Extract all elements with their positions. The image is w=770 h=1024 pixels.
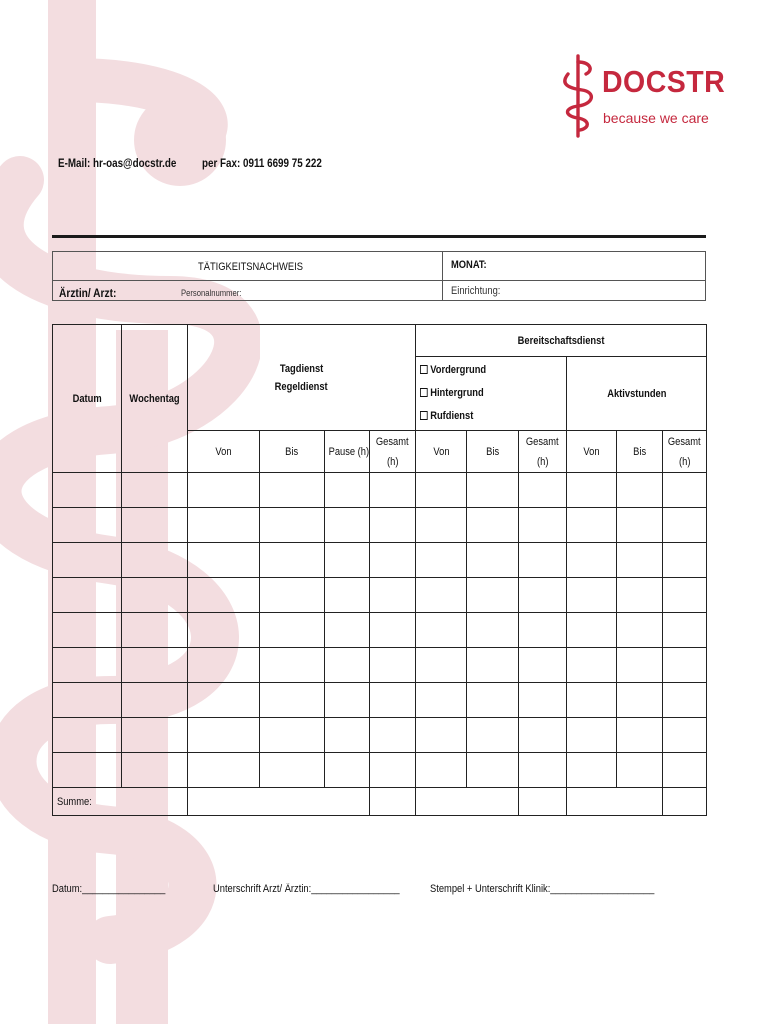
table-cell[interactable] — [617, 543, 663, 578]
table-cell[interactable] — [519, 578, 567, 613]
summe-bereit[interactable] — [416, 788, 519, 816]
table-cell[interactable] — [567, 753, 617, 788]
table-cell[interactable] — [567, 683, 617, 718]
checkbox-hintergrund[interactable] — [420, 388, 428, 397]
aktiv-bis-header: Bis — [617, 431, 663, 473]
docstr-logo — [562, 52, 726, 142]
table-cell[interactable] — [53, 648, 122, 683]
summe-bereit-gesamt[interactable] — [519, 788, 567, 816]
contact-email: E-Mail: hr-oas@docstr.de — [58, 156, 177, 170]
table-cell[interactable] — [188, 578, 260, 613]
table-cell[interactable] — [122, 718, 188, 753]
table-cell[interactable] — [617, 508, 663, 543]
option-rufdienst[interactable]: Rufdienst — [420, 405, 544, 428]
table-row — [53, 683, 707, 718]
summe-label: Summe: — [53, 788, 188, 816]
form-header — [52, 251, 706, 301]
table-row — [53, 718, 707, 753]
table-cell[interactable] — [188, 473, 260, 508]
summe-row — [53, 788, 707, 816]
caduceus-icon — [562, 52, 598, 138]
datum-header: Datum — [53, 325, 122, 473]
timesheet-table — [52, 324, 707, 816]
table-row — [53, 753, 707, 788]
tag-pause-header: Pause (h) — [325, 431, 370, 473]
table-cell[interactable] — [519, 543, 567, 578]
table-cell[interactable] — [663, 613, 707, 648]
table-cell[interactable] — [567, 578, 617, 613]
footer-unterschrift-arzt[interactable]: Unterschrift Arzt/ Ärztin:_________________ — [213, 883, 400, 895]
table-cell[interactable] — [325, 508, 370, 543]
bereitschaftsdienst-header: Bereitschaftsdienst — [416, 325, 707, 357]
table-cell[interactable] — [122, 473, 188, 508]
table-cell[interactable] — [416, 648, 467, 683]
bereit-bis-header: Bis — [467, 431, 519, 473]
table-cell[interactable] — [519, 753, 567, 788]
table-cell[interactable] — [567, 613, 617, 648]
table-cell[interactable] — [617, 648, 663, 683]
table-cell[interactable] — [260, 508, 325, 543]
table-cell[interactable] — [663, 718, 707, 753]
header-rule — [52, 235, 706, 238]
table-cell[interactable] — [416, 578, 467, 613]
table-cell[interactable] — [122, 578, 188, 613]
table-cell[interactable] — [519, 648, 567, 683]
table-cell[interactable] — [663, 683, 707, 718]
table-cell[interactable] — [53, 473, 122, 508]
table-cell[interactable] — [122, 753, 188, 788]
table-cell[interactable] — [617, 578, 663, 613]
table-cell[interactable] — [370, 578, 416, 613]
table-cell[interactable] — [663, 508, 707, 543]
table-cell[interactable] — [188, 648, 260, 683]
table-cell[interactable] — [325, 578, 370, 613]
table-cell[interactable] — [519, 683, 567, 718]
table-cell[interactable] — [370, 543, 416, 578]
checkbox-vordergrund[interactable] — [420, 365, 428, 374]
table-cell[interactable] — [370, 508, 416, 543]
table-cell[interactable] — [567, 508, 617, 543]
table-cell[interactable] — [617, 683, 663, 718]
table-cell[interactable] — [122, 543, 188, 578]
table-cell[interactable] — [416, 508, 467, 543]
table-cell[interactable] — [519, 508, 567, 543]
table-cell[interactable] — [53, 683, 122, 718]
table-cell[interactable] — [467, 648, 519, 683]
aktiv-von-header: Von — [567, 431, 617, 473]
table-cell[interactable] — [53, 578, 122, 613]
table-cell[interactable] — [260, 578, 325, 613]
option-hintergrund[interactable]: Hintergrund — [420, 382, 544, 405]
table-cell[interactable] — [567, 648, 617, 683]
table-cell[interactable] — [663, 543, 707, 578]
table-row — [53, 473, 707, 508]
table-cell[interactable] — [467, 718, 519, 753]
table-cell[interactable] — [617, 473, 663, 508]
table-row — [53, 613, 707, 648]
footer-datum[interactable]: Datum:________________ — [52, 883, 166, 895]
table-cell[interactable] — [370, 718, 416, 753]
table-cell[interactable] — [260, 683, 325, 718]
table-cell[interactable] — [467, 508, 519, 543]
table-cell[interactable] — [416, 613, 467, 648]
table-cell[interactable] — [188, 718, 260, 753]
table-cell[interactable] — [188, 543, 260, 578]
logo-tagline: because we care — [603, 110, 709, 126]
table-cell[interactable] — [519, 718, 567, 753]
table-cell[interactable] — [325, 648, 370, 683]
table-cell[interactable] — [53, 543, 122, 578]
footer-stempel-klinik[interactable]: Stempel + Unterschrift Klinik:____________________ — [430, 883, 655, 895]
dienst-options — [416, 357, 567, 431]
table-cell[interactable] — [467, 683, 519, 718]
personalnummer-label: Personalnummer: — [181, 288, 242, 298]
contact-fax: per Fax: 0911 6699 75 222 — [202, 156, 322, 170]
tag-bis-header: Bis — [260, 431, 325, 473]
table-cell[interactable] — [53, 718, 122, 753]
table-cell[interactable] — [467, 613, 519, 648]
logo-name: DOCSTR — [602, 64, 726, 99]
table-cell[interactable] — [260, 753, 325, 788]
table-cell[interactable] — [617, 613, 663, 648]
checkbox-rufdienst[interactable] — [420, 411, 428, 420]
tag-gesamt-header: Gesamt (h) — [370, 431, 416, 473]
table-cell[interactable] — [260, 718, 325, 753]
table-cell[interactable] — [370, 683, 416, 718]
table-cell[interactable] — [53, 613, 122, 648]
bereit-von-header: Von — [416, 431, 467, 473]
tagdienst-header: Tagdienst Regeldienst — [188, 325, 416, 431]
table-cell[interactable] — [567, 718, 617, 753]
table-cell[interactable] — [663, 578, 707, 613]
table-cell[interactable] — [663, 648, 707, 683]
table-cell[interactable] — [416, 753, 467, 788]
summe-aktiv[interactable] — [567, 788, 663, 816]
aktiv-gesamt-header: Gesamt (h) — [663, 431, 707, 473]
table-cell[interactable] — [188, 613, 260, 648]
table-cell[interactable] — [325, 473, 370, 508]
table-cell[interactable] — [467, 473, 519, 508]
table-cell[interactable] — [663, 753, 707, 788]
table-cell[interactable] — [370, 648, 416, 683]
table-cell[interactable] — [53, 508, 122, 543]
table-cell[interactable] — [122, 683, 188, 718]
table-cell[interactable] — [188, 753, 260, 788]
table-cell[interactable] — [325, 613, 370, 648]
table-cell[interactable] — [416, 543, 467, 578]
table-row — [53, 508, 707, 543]
arzt-label: Ärztin/ Arzt: — [59, 286, 117, 300]
table-cell[interactable] — [416, 683, 467, 718]
aktivstunden-header: Aktivstunden — [567, 357, 707, 431]
table-cell[interactable] — [663, 473, 707, 508]
table-cell[interactable] — [370, 473, 416, 508]
table-cell[interactable] — [467, 578, 519, 613]
table-cell[interactable] — [617, 753, 663, 788]
wochentag-header: Wochentag — [122, 325, 188, 473]
table-cell[interactable] — [370, 613, 416, 648]
table-cell[interactable] — [325, 543, 370, 578]
einrichtung-label: Einrichtung: — [451, 285, 501, 297]
table-row — [53, 578, 707, 613]
summe-tag[interactable] — [188, 788, 370, 816]
table-cell[interactable] — [122, 508, 188, 543]
table-cell[interactable] — [188, 683, 260, 718]
summe-tag-gesamt[interactable] — [370, 788, 416, 816]
table-row — [53, 543, 707, 578]
table-cell[interactable] — [467, 543, 519, 578]
bereit-gesamt-header: Gesamt (h) — [519, 431, 567, 473]
monat-label: MONAT: — [451, 259, 487, 271]
table-cell[interactable] — [567, 543, 617, 578]
table-cell[interactable] — [122, 613, 188, 648]
table-cell[interactable] — [325, 753, 370, 788]
table-cell[interactable] — [519, 613, 567, 648]
table-cell[interactable] — [370, 753, 416, 788]
table-cell[interactable] — [188, 508, 260, 543]
table-cell[interactable] — [260, 473, 325, 508]
table-cell[interactable] — [416, 718, 467, 753]
table-cell[interactable] — [519, 473, 567, 508]
table-cell[interactable] — [122, 648, 188, 683]
summe-aktiv-gesamt[interactable] — [663, 788, 707, 816]
table-cell[interactable] — [260, 648, 325, 683]
tag-von-header: Von — [188, 431, 260, 473]
table-cell[interactable] — [567, 473, 617, 508]
table-cell[interactable] — [325, 718, 370, 753]
form-title: TÄTIGKEITSNACHWEIS — [198, 261, 303, 273]
table-cell[interactable] — [53, 753, 122, 788]
table-cell[interactable] — [260, 543, 325, 578]
table-cell[interactable] — [260, 613, 325, 648]
table-cell[interactable] — [467, 753, 519, 788]
table-cell[interactable] — [416, 473, 467, 508]
table-cell[interactable] — [617, 718, 663, 753]
option-vordergrund[interactable]: Vordergrund — [420, 359, 544, 382]
table-row — [53, 648, 707, 683]
table-cell[interactable] — [325, 683, 370, 718]
